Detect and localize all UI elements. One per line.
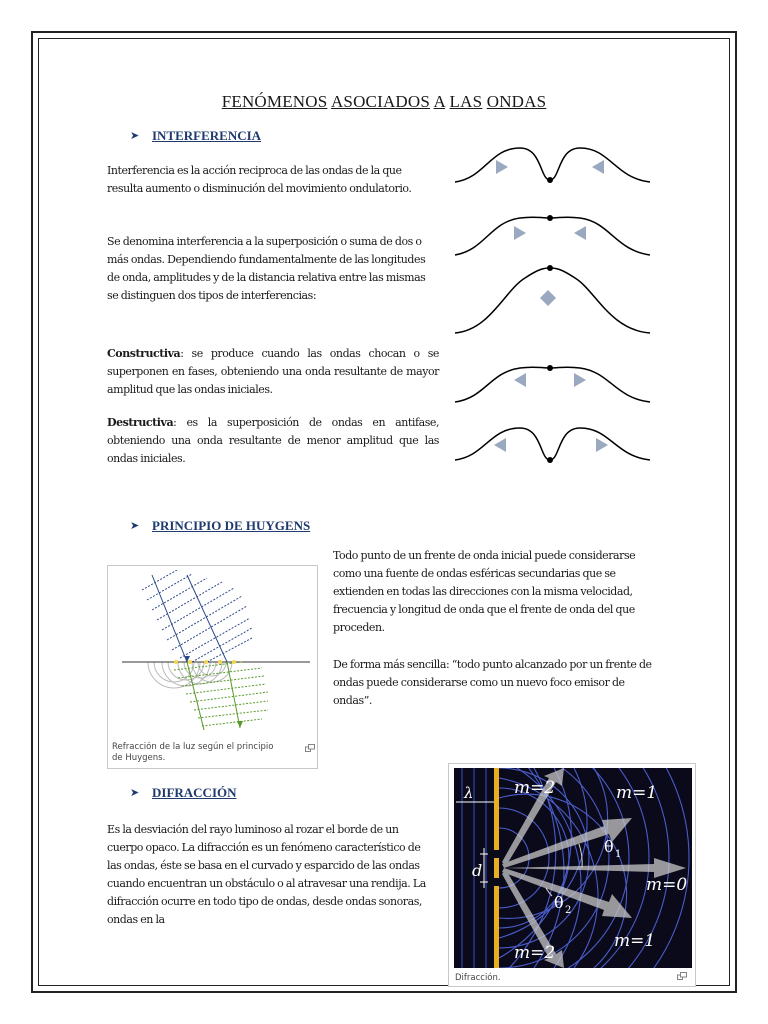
interference-wave-diagram xyxy=(450,140,660,475)
huygens-paragraph-1: Todo punto de un frente de onda inicial puede considerarse como una fuente de ondas esféricas secundarias que se extienden en todas las direcciones con la misma velocidad, frecuencia y longitud de onda que el frente de onda del que proceden. xyxy=(333,549,636,634)
label-m1-bottom: m=1 xyxy=(614,931,656,951)
interferencia-constructiva xyxy=(107,345,439,399)
bullet-arrow-icon: ➤ xyxy=(130,129,140,142)
right-arrow-icon xyxy=(596,438,608,452)
label-m2-bottom: m=2 xyxy=(514,943,556,963)
enlarge-icon[interactable] xyxy=(677,972,687,980)
enlarge-icon[interactable] xyxy=(305,744,315,752)
label-m1-top: m=1 xyxy=(616,783,658,803)
right-arrow-icon xyxy=(496,160,508,174)
section-heading-huygens: PRINCIPIO DE HUYGENS xyxy=(152,518,311,533)
difraccion-paragraph: Es la desviación del rayo luminoso al rozar el borde de un cuerpo opaco. La difracción es un fenómeno característico de las ondas, éste se basa en el curvado y esparcido de las ondas cuando encuentran un obstáculo o al atravesar una rendija. La difracción ocurre en todo tipo de ondas, desde ondas sonoras, ondas en la xyxy=(107,823,426,926)
section-heading-interferencia: INTERFERENCIA xyxy=(152,128,262,143)
huygens-figure[interactable] xyxy=(107,565,318,769)
destructiva-label: Destructiva xyxy=(107,416,174,429)
label-m2-top: m=2 xyxy=(514,778,556,798)
wave-node-4 xyxy=(547,365,553,371)
diamond-icon xyxy=(540,290,556,306)
wave-node-1 xyxy=(547,177,553,183)
huygens-paragraph-2: De forma más sencilla: “todo punto alcanzado por un frente de ondas puede considerarse como un nuevo foco emisor de ondas”. xyxy=(333,658,652,707)
label-theta2-sub: 2 xyxy=(565,905,572,916)
left-arrow-icon xyxy=(592,160,604,174)
bullet-arrow-icon: ➤ xyxy=(130,786,140,799)
wave-node-3 xyxy=(547,265,553,271)
huygens-refraction-image xyxy=(112,570,313,738)
interferencia-destructiva xyxy=(107,414,439,468)
difraccion-figure[interactable] xyxy=(448,763,696,987)
left-arrow-icon xyxy=(494,438,506,452)
left-arrow-icon xyxy=(574,226,586,240)
label-m0: m=0 xyxy=(646,875,688,895)
label-lambda: λ xyxy=(464,784,474,802)
wave-4 xyxy=(455,367,650,402)
left-arrow-icon xyxy=(514,373,526,387)
constructiva-text: : se produce cuando las ondas chocan o se superponen en fases, obteniendo una onda resultante de mayor amplitud que las ondas iniciales. xyxy=(107,347,439,396)
right-arrow-icon xyxy=(514,226,526,240)
wave-node-2 xyxy=(547,215,553,221)
label-theta2: θ xyxy=(554,893,564,912)
page-title: FENÓMENOS ASOCIADOS A LAS ONDAS xyxy=(221,92,547,111)
label-theta1-sub: 1 xyxy=(615,849,622,860)
right-arrow-icon xyxy=(574,373,586,387)
wave-5 xyxy=(455,428,650,460)
wave-2 xyxy=(455,217,650,255)
difraccion-image xyxy=(454,768,692,968)
label-d: d xyxy=(472,861,483,880)
difraccion-caption: Difracción. xyxy=(455,973,501,983)
huygens-caption: Refracción de la luz según el principio de Huygens. xyxy=(112,742,274,763)
wave-node-5 xyxy=(547,457,553,463)
wave-1 xyxy=(455,148,650,182)
interferencia-paragraph-2: Se denomina interferencia a la superposición o suma de dos o más ondas. Dependiendo fundamentalmente de las longitudes de onda, amplitudes y de la distancia relativa entre las mismas se distinguen dos tipos de interferencias: xyxy=(107,235,426,302)
destructiva-text: : es la superposición de ondas en antifase, obteniendo una onda resultante de menor amplitud que las ondas iniciales. xyxy=(107,416,439,465)
bullet-arrow-icon: ➤ xyxy=(130,519,140,532)
label-theta1: θ xyxy=(604,837,614,856)
section-heading-difraccion: DIFRACCIÓN xyxy=(152,785,237,800)
interferencia-paragraph-1: Interferencia es la acción reciproca de las ondas de la que resulta aumento o disminución del movimiento ondulatorio. xyxy=(107,164,412,195)
constructiva-label: Constructiva xyxy=(107,347,181,360)
